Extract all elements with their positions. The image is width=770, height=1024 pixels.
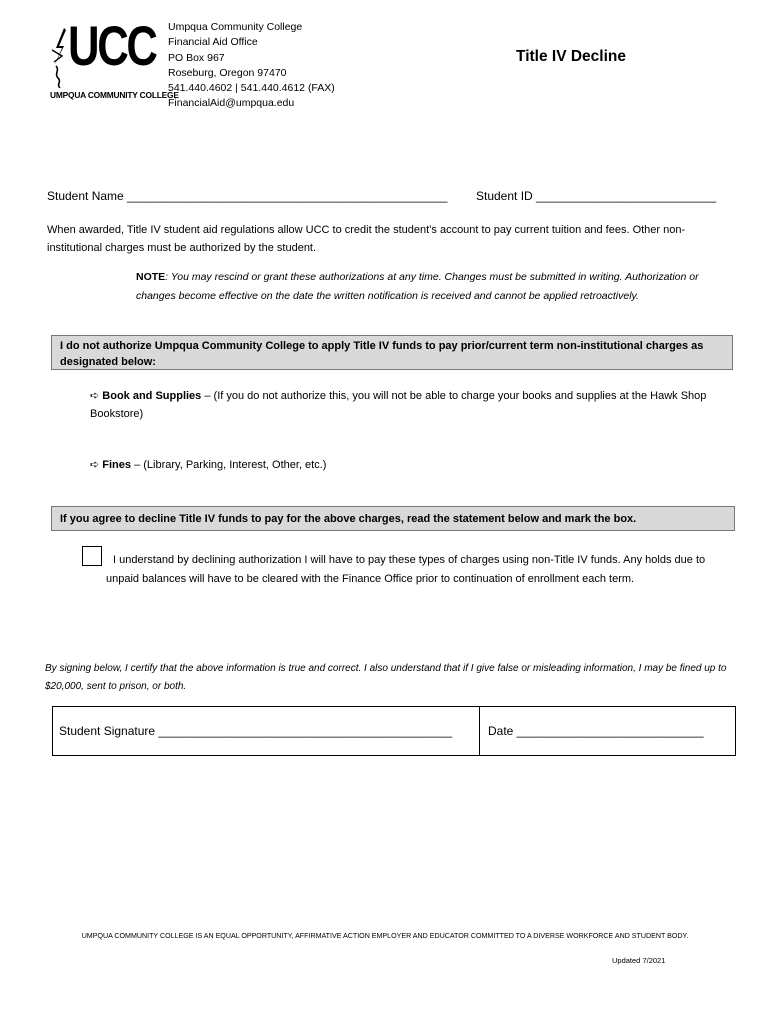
option-label: Book and Supplies <box>102 390 202 402</box>
student-name-field[interactable]: Student Name ________________________________________________ <box>47 189 448 203</box>
updated-date: Updated 7/2021 <box>612 956 666 965</box>
address-email[interactable]: FinancialAid@umpqua.edu <box>168 97 295 110</box>
student-signature-field[interactable]: Student Signature ____________________________________________ <box>53 707 480 755</box>
address-line: Financial Aid Office <box>168 36 258 49</box>
student-id-field[interactable]: Student ID ___________________________ <box>476 189 717 203</box>
option-books-supplies <box>90 388 720 423</box>
note-label: NOTE <box>136 271 166 283</box>
option-text: – (Library, Parking, Interest, Other, etc.) <box>131 459 327 471</box>
eeo-footer: UMPQUA COMMUNITY COLLEGE IS AN EQUAL OPPORTUNITY, AFFIRMATIVE ACTION EMPLOYER AND EDUCATOR COMMITTED TO A DIVERSE WORKFORCE AND STUDENT BODY. <box>81 932 689 940</box>
option-fines <box>90 457 720 475</box>
understand-statement: I understand by declining authorization I will have to pay these types of charges using non-Title IV funds. Any holds due to unpaid balances will have to be cleared with the Finance Office prior to continuation of enrollment each term. <box>106 554 706 585</box>
office-address <box>168 20 335 112</box>
intro-paragraph: When awarded, Title IV student aid regulations allow UCC to credit the student’s account to pay current tuition and fees. Other non-institutional charges must be authorized by the student. <box>47 224 686 254</box>
page-title: Title IV Decline <box>516 48 626 65</box>
logo-letters: UCC <box>68 14 156 77</box>
decline-checkbox[interactable] <box>82 546 102 566</box>
arrow-right-icon: ➪ <box>90 390 100 402</box>
address-line: Umpqua Community College <box>168 21 303 33</box>
address-line: PO Box 967 <box>168 51 225 64</box>
address-line: Roseburg, Oregon 97470 <box>168 66 287 79</box>
note-text: : You may rescind or grant these authorizations at any time. Changes must be submitted in writing. Authorization or changes become effective on the date the written notification is received and cannot be applied retroactively. <box>136 271 699 302</box>
logo-subtext: UMPQUA COMMUNITY COLLEGE <box>50 90 179 100</box>
arrow-right-icon: ➪ <box>90 459 100 471</box>
agree-instruction-box: If you agree to decline Title IV funds to pay for the above charges, read the statement below and mark the box. <box>51 506 735 531</box>
signature-table <box>52 706 736 756</box>
certification-statement: By signing below, I certify that the above information is true and correct. I also understand that if I give false or misleading information, I may be fined up to $20,000, sent to prison, or both. <box>45 663 727 692</box>
address-line: 541.440.4602 | 541.440.4612 (FAX) <box>168 82 335 95</box>
decline-authorization-box: I do not authorize Umpqua Community College to apply Title IV funds to pay prior/current term non-institutional charges as designated below: <box>51 335 733 370</box>
college-logo <box>50 14 179 102</box>
option-text: – (If you do not authorize this, you will not be able to charge your books and supplies at the Hawk Shop Bookstore) <box>90 390 707 420</box>
option-label: Fines <box>102 459 132 471</box>
note-paragraph <box>136 268 726 305</box>
date-field[interactable]: Date ____________________________ <box>488 724 704 738</box>
